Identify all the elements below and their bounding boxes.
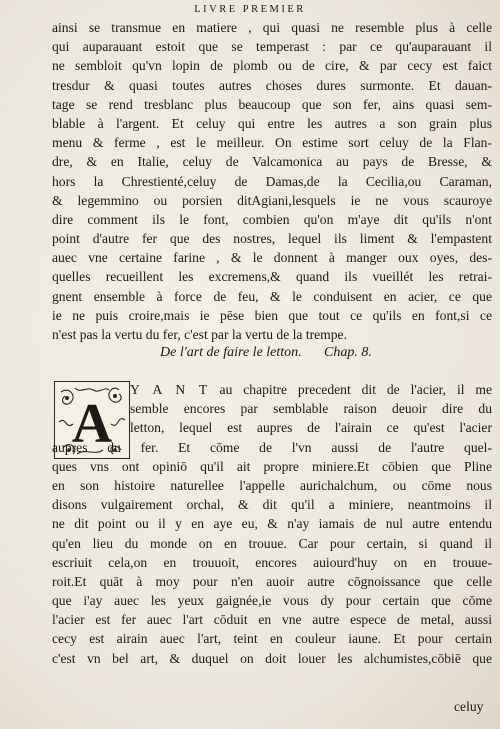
text-line: dre, & en Italie, celuy de Valcamonica au pays de Bresse, & — [52, 154, 492, 170]
text-line: hors la Chrestienté,celuy de Damas,de la Cecilia,ou Caraman, — [52, 173, 492, 189]
text-line: letton, lequel est aupres de l'airain ce qu'est l'acier — [130, 420, 492, 436]
text-line: semble encores par semblable raison deuoir dire du — [130, 401, 492, 417]
opening-word: Y A N T — [130, 382, 209, 397]
text-line: qu'en lieu du monde on en trouue. Car pour certain, si quand il — [52, 535, 492, 551]
text-line: qui auparauant estoit que se temperast : par ce qu'auparauant il — [52, 39, 492, 55]
running-head: LIVRE PREMIER — [194, 4, 306, 15]
text-line: en son histoire naturellee l'appelle aurichalchum, ou cōme nous — [52, 477, 492, 493]
catchword: celuy — [454, 699, 484, 714]
text-line: auec vne certaine farine , & le donnent à manger oux oyes, des- — [52, 250, 492, 266]
text-line: roit.Et quāt à moy pour n'en auoir autre cōgnoissance que celle — [52, 573, 492, 589]
text-line: gnent ensemble à force de feu, & le conduisent en acier, ce que — [52, 288, 492, 304]
paragraph-1 — [52, 18, 492, 344]
text-line: dire comment ils le font, combien qu'on m'aye dit qu'ils n'ont — [52, 211, 492, 227]
text-line: tage se rend tresblanc plus beaucoup que son fer, ains quasi sem- — [52, 96, 492, 112]
text-line: blable à l'argent. Et celuy qui entre les autres a son grain plus — [52, 115, 492, 131]
paragraph-2-first-line — [130, 380, 492, 399]
text-line: escriuit cela,on en trouuoit, encores auiourd'huy on en trouue- — [52, 554, 492, 570]
text-line: ainsi se transmue en matiere , qui quasi ne resemble plus à celle — [52, 20, 492, 35]
text-line: ne sembloit qu'vn lopin de plomb ou de cire, & par cecy est faict — [52, 58, 492, 74]
text-line: & legemmino ou porsien ditAgiani,lesquels ie ne vous scauroye — [52, 192, 492, 208]
text-line: aupres du fer. Et cōme de l'vn aussi de l'autre quel- — [52, 439, 492, 455]
chapter-number: Chap. 8. — [324, 345, 372, 360]
text-line: menu & ferme , est le meilleur. On estime sort celuy de la Flan- — [52, 135, 492, 151]
text-line: que i'ay auec les yeux gaignée,ie vous dy pour certain que cōme — [52, 593, 492, 609]
text-line: cecy est airain auec l'art, teint en couleur iaune. Et pour certain — [52, 631, 492, 647]
paragraph-2 — [52, 380, 492, 668]
text-line: n'est pas la vertu du fer, c'est par la vertu de la trempe. — [52, 327, 347, 342]
text-line: l'acier est fer auec l'art cōduit en vne autre espece de metal, aussi — [52, 612, 492, 628]
text-line: ques vns ont opiniō qu'il ait propre miniere.Et cōbien que Pline — [52, 458, 492, 474]
text-line: c'est vn bel art, & duquel on doit louer les alchumistes,cōbiē que — [52, 650, 492, 666]
first-line-text: au chapitre precedent dit de l'acier, il me — [208, 382, 492, 397]
text-line: tresdur & quasi toutes autres choses dures surmonte. Et dauan- — [52, 77, 492, 93]
text-line: disons vulgairement orchal, & dit qu'il a miniere, neantmoins il — [52, 497, 492, 513]
text-line: point d'autre fer que des nostres, lequel ils liment & l'empastent — [52, 231, 492, 247]
text-line: quelles recueillent les excremens,& quand ils vueillét les retrai- — [52, 269, 492, 285]
chapter-title: De l'art de faire le letton. — [160, 345, 302, 360]
text-line: ie ne puis croire,mais ie pēse bien que tout ce qu'ils en font,si ce — [52, 307, 492, 323]
svg-text:A: A — [71, 393, 113, 455]
text-line: ne dit point ou il y en aye eu, & n'ay iamais de nul autre entendu — [52, 516, 492, 532]
